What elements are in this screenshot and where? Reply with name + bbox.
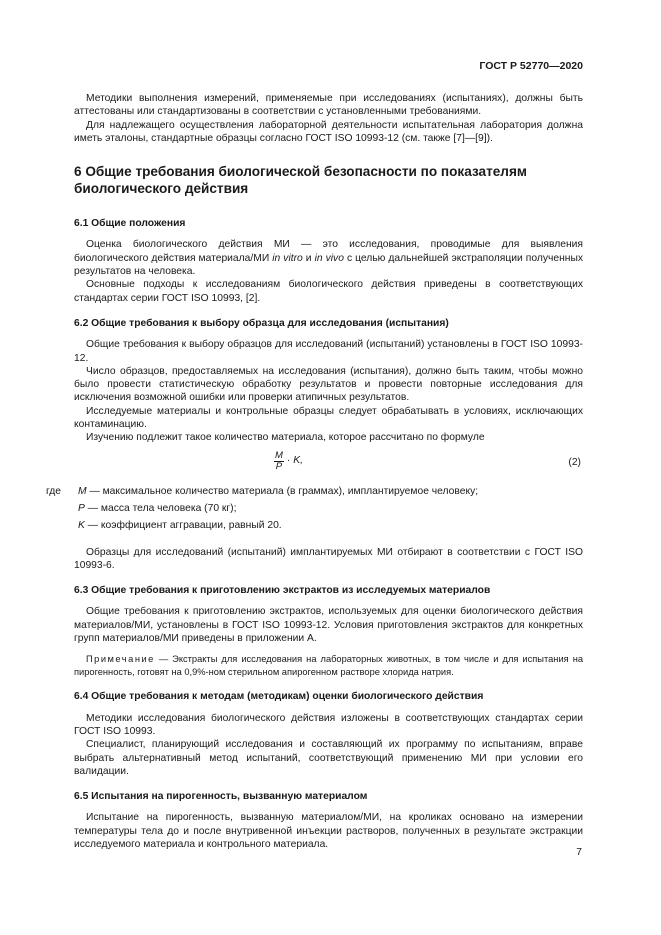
formula-number: (2) [568, 456, 581, 468]
section-6-4-title: 6.4 Общие требования к методам (методикам) оценки биологического действия [74, 691, 484, 703]
s64-paragraph-1: Методики исследования биологического действия изложены в соответствующих стандартах серии ГОСТ ISO 10993. [74, 712, 583, 737]
s64-paragraph-2: Специалист, планирующий исследования и составляющий их программу по испытаниям, вправе выбрать альтернативный метод испытаний, соответствующий применению МИ при условии его валидации. [74, 739, 583, 777]
s62-paragraph-1: Общие требования к выбору образцов для исследований (испытаний) установлены в ГОСТ ISO 10993-12. [74, 339, 583, 364]
legend-item-m: M — максимальное количество материала (в граммах), имплантируемое человеку; [78, 485, 479, 497]
document-body [46, 92, 583, 851]
legend-item-k: K — коэффициент аггравации, равный 20. [78, 520, 282, 532]
intro-paragraph-1: Методики выполнения измерений, применяемые при исследованиях (испытаниях), должны быть аттестованы или стандартизованы в соответствии с установленными требованиями. [74, 93, 583, 118]
intro-paragraph-2: Для надлежащего осуществления лабораторной деятельности испытательная лаборатория должна иметь эталоны, стандартные образцы согласно ГОСТ ISO 10993-12 (см. также [7]—[9]). [74, 119, 583, 144]
s62-paragraph-3: Исследуемые материалы и контрольные образцы следует обрабатывать в условиях, исключающих контаминацию. [74, 405, 583, 431]
s63-paragraph-1: Общие требования к приготовлению экстрактов, используемых для оценки биологического действия материалов/МИ, установлены в ГОСТ ISO 10993-12. Условия приготовления экстрактов для конкретных групп материалов/МИ приведены в приложении А. [74, 606, 583, 645]
s62-paragraph-4: Изучению подлежит такое количество материала, которое рассчитано по формуле [86, 432, 485, 444]
formula-denominator: P [275, 460, 283, 472]
formula-legend [46, 485, 583, 533]
s65-paragraph-1: Испытание на пирогенность, вызванную материалом/МИ, на кроликах основано на измерении температуры тела до и после внутривенной инъекции растворов, полученных в результате экстракции исследуемого материала и контрольного материала. [74, 812, 583, 850]
formula-multiplier: · K, [286, 455, 303, 467]
section-6-5-title: 6.5 Испытания на пирогенность, вызванную материалом [74, 791, 368, 803]
formula-numerator: M [275, 449, 283, 461]
s61-paragraph-2: Основные подходы к исследованиям биологического действия приведены в соответствующих стандартах серии ГОСТ ISO 10993, [2]. [74, 279, 583, 304]
section-6-2-title: 6.2 Общие требования к выбору образца для исследования (испытания) [74, 317, 449, 329]
standard-header: ГОСТ Р 52770—2020 [479, 60, 583, 72]
legend-item-p: P — масса тела человека (70 кг); [78, 502, 237, 514]
s62-paragraph-2: Число образцов, предоставляемых на исследования (испытания), должно быть таким, чтобы можно было провести статистическую обработку результатов и провести повторные исследования для исключения возможной ошибки или проверки атипичных результатов. [74, 365, 583, 404]
s63-note: Примечание — Экстракты для исследования на лабораторных животных, в том числе и для испытания на пирогенность, готовят на 0,9%-ном стерильном апирогенном растворе хлорида натрия. [74, 654, 583, 677]
section-6-title: 6 Общие требования биологической безопасности по показателям биологического действия [74, 164, 527, 197]
section-6-3-title: 6.3 Общие требования к приготовлению экстрактов из исследуемых материалов [74, 585, 491, 597]
where-label: где [46, 485, 62, 497]
section-6-1-title: 6.1 Общие положения [74, 218, 186, 230]
s61-paragraph-1: Оценка биологического действия МИ — это исследования, проводимые для выявления биологического действия материала/МИ in vitro и in vivo с целью дальнейшей экстраполяции полученных результатов на человека. [74, 239, 583, 278]
page-number: 7 [576, 847, 582, 858]
s62-paragraph-5: Образцы для исследований (испытаний) имплантируемых МИ отбирают в соответствии с ГОСТ ISO 10993-6. [74, 546, 583, 571]
formula-2 [74, 449, 583, 479]
